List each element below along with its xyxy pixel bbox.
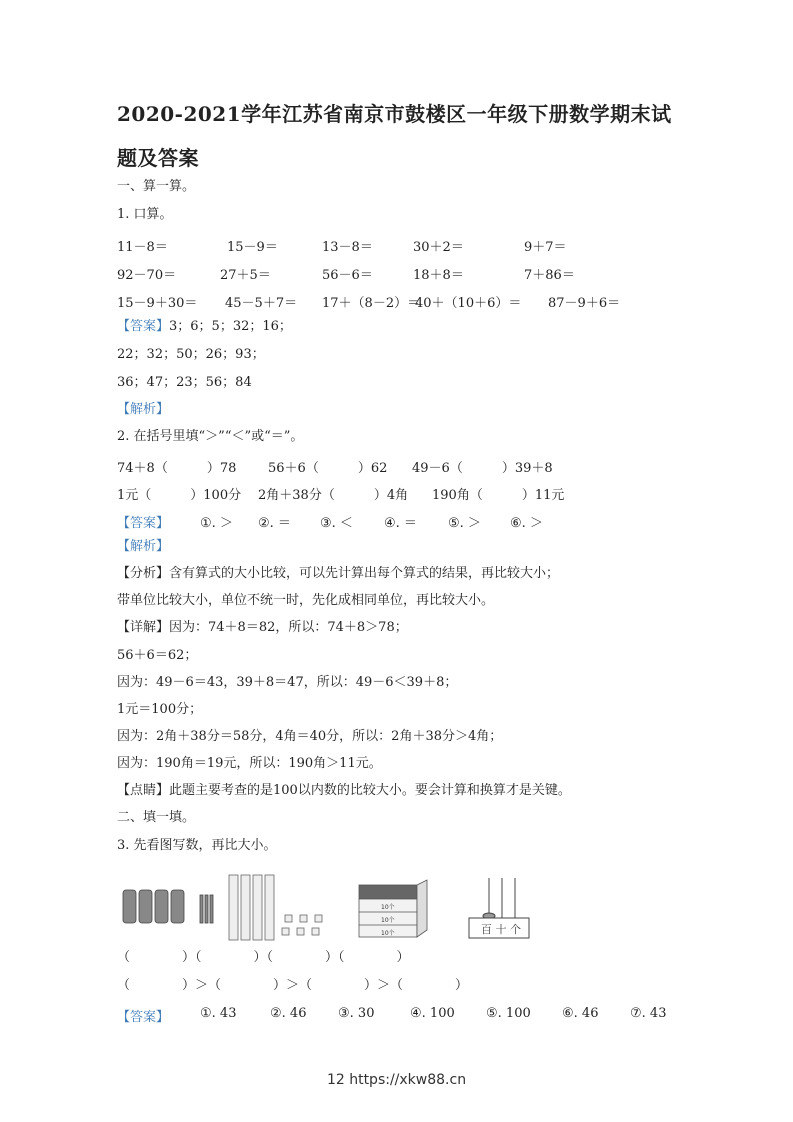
box-label: 10个 — [381, 930, 395, 937]
detail-text: 因为：190角＝19元，所以：190角＞11元。 — [117, 756, 382, 771]
problem: 7＋86＝ — [524, 268, 575, 283]
fenxi-line — [117, 566, 559, 582]
problem: 27＋5＝ — [220, 268, 271, 283]
answer-item: ④. ＝ — [384, 516, 417, 531]
answer-item: ⑦. 43 — [630, 1006, 667, 1021]
problem: 92－70＝ — [117, 268, 177, 283]
section-heading: 二、填一填。 — [117, 810, 196, 825]
doc-title: 2020-2021学年江苏省南京市鼓楼区一年级下册数学期末试 — [117, 102, 672, 126]
problem: 18＋8＝ — [413, 268, 464, 283]
question-title: 3. 先看图写数，再比大小。 — [117, 838, 277, 853]
box-label: 10个 — [381, 904, 395, 911]
detail-tag: 【详解】 — [117, 620, 170, 635]
compare-item: 190角（ ）11元 — [432, 488, 565, 503]
dianjing-text: 此题主要考查的是100以内数的比较大小。要会计算和换算才是关键。 — [169, 783, 571, 798]
detail-text: 因为：49－6＝43，39＋8＝47，所以：49－6＜39＋8； — [117, 675, 458, 690]
doc-title-cont: 题及答案 — [117, 146, 199, 170]
compare-item: 74＋8（ ）78 — [117, 461, 237, 476]
abacus-label: 百 十 个 — [481, 923, 521, 936]
answer-item: ③. ＜ — [320, 516, 353, 531]
answer-item: ④. 100 — [410, 1006, 455, 1021]
answer-item: ①. ＞ — [200, 516, 233, 531]
answer-item: ③. 30 — [338, 1006, 375, 1021]
dianjing-tag: 【点睛】 — [117, 783, 170, 798]
fenxi-tag: 【分析】 — [117, 566, 170, 581]
box-label: 10个 — [381, 917, 395, 924]
answer-item: ⑤. 100 — [486, 1006, 531, 1021]
answer-line — [117, 319, 292, 335]
problem: 15－9＝ — [227, 240, 278, 255]
problem: 11－8＝ — [117, 240, 168, 255]
problem: 9＋7＝ — [524, 240, 567, 255]
detail-line — [117, 620, 408, 636]
detail-text: 56＋6＝62； — [117, 648, 198, 663]
answer-tag: 【答案】 — [117, 516, 170, 531]
answer-item: ①. 43 — [200, 1006, 237, 1021]
problem: 45－5＋7＝ — [225, 296, 298, 311]
page-footer: 12 https://xkw88.cn — [326, 1072, 467, 1088]
paren-row: （ ）＞（ ）＞（ ）＞（ ） — [117, 978, 469, 993]
problem: 87－9＋6＝ — [548, 296, 621, 311]
problem: 30＋2＝ — [413, 240, 464, 255]
cube-rods-figure — [229, 875, 322, 940]
dianjing-line — [117, 783, 571, 799]
section-heading: 一、算一算。 — [117, 179, 196, 194]
abacus-figure — [469, 878, 529, 938]
fenxi-text: 带单位比较大小，单位不统一时，先化成相同单位，再比较大小。 — [117, 593, 495, 608]
problem: 56－6＝ — [322, 268, 373, 283]
problem: 40＋（10＋6）＝ — [415, 296, 522, 311]
detail-text: 因为：2角＋38分＝58分，4角＝40分，所以：2角＋38分＞4角； — [117, 729, 503, 744]
stick-bundles-figure — [123, 890, 213, 923]
question-title: 1. 口算。 — [117, 207, 173, 222]
compare-item: 49－6（ ）39＋8 — [412, 461, 553, 476]
compare-item: 56＋6（ ）62 — [268, 461, 388, 476]
compare-item: 1元（ ）100分 — [117, 488, 242, 503]
answer-text: 3；6；5；32；16； — [169, 319, 292, 334]
problem: 13－8＝ — [322, 240, 373, 255]
answer-item: ②. ＝ — [258, 516, 291, 531]
answer-tag: 【答案】 — [117, 1010, 170, 1025]
detail-text: 因为：74＋8＝82，所以：74＋8＞78； — [169, 620, 408, 635]
detail-text: 1元＝100分； — [117, 702, 203, 717]
box-figure — [359, 880, 427, 937]
answer-item: ②. 46 — [270, 1006, 307, 1021]
analysis-tag: 【解析】 — [117, 402, 170, 417]
answer-tag: 【答案】 — [117, 319, 170, 334]
answer-item: ⑥. ＞ — [510, 516, 543, 531]
answer-item: ⑥. 46 — [562, 1006, 599, 1021]
answer-text: 36；47；23；56；84 — [117, 375, 252, 390]
answer-item: ⑤. ＞ — [448, 516, 481, 531]
fenxi-text: 含有算式的大小比较，可以先计算出每个算式的结果，再比较大小； — [169, 566, 560, 581]
analysis-tag: 【解析】 — [117, 539, 170, 554]
question-title: 2. 在括号里填“＞”“＜”或“＝”。 — [117, 429, 304, 444]
answer-text: 22；32；50；26；93； — [117, 347, 265, 362]
problem: 17＋（8－2）＝ — [322, 296, 421, 311]
counting-figures — [117, 870, 547, 944]
problem: 15－9＋30＝ — [117, 296, 198, 311]
compare-item: 2角＋38分（ ）4角 — [258, 488, 409, 503]
paren-row: （ ）（ ）（ ）（ ） — [117, 950, 410, 965]
